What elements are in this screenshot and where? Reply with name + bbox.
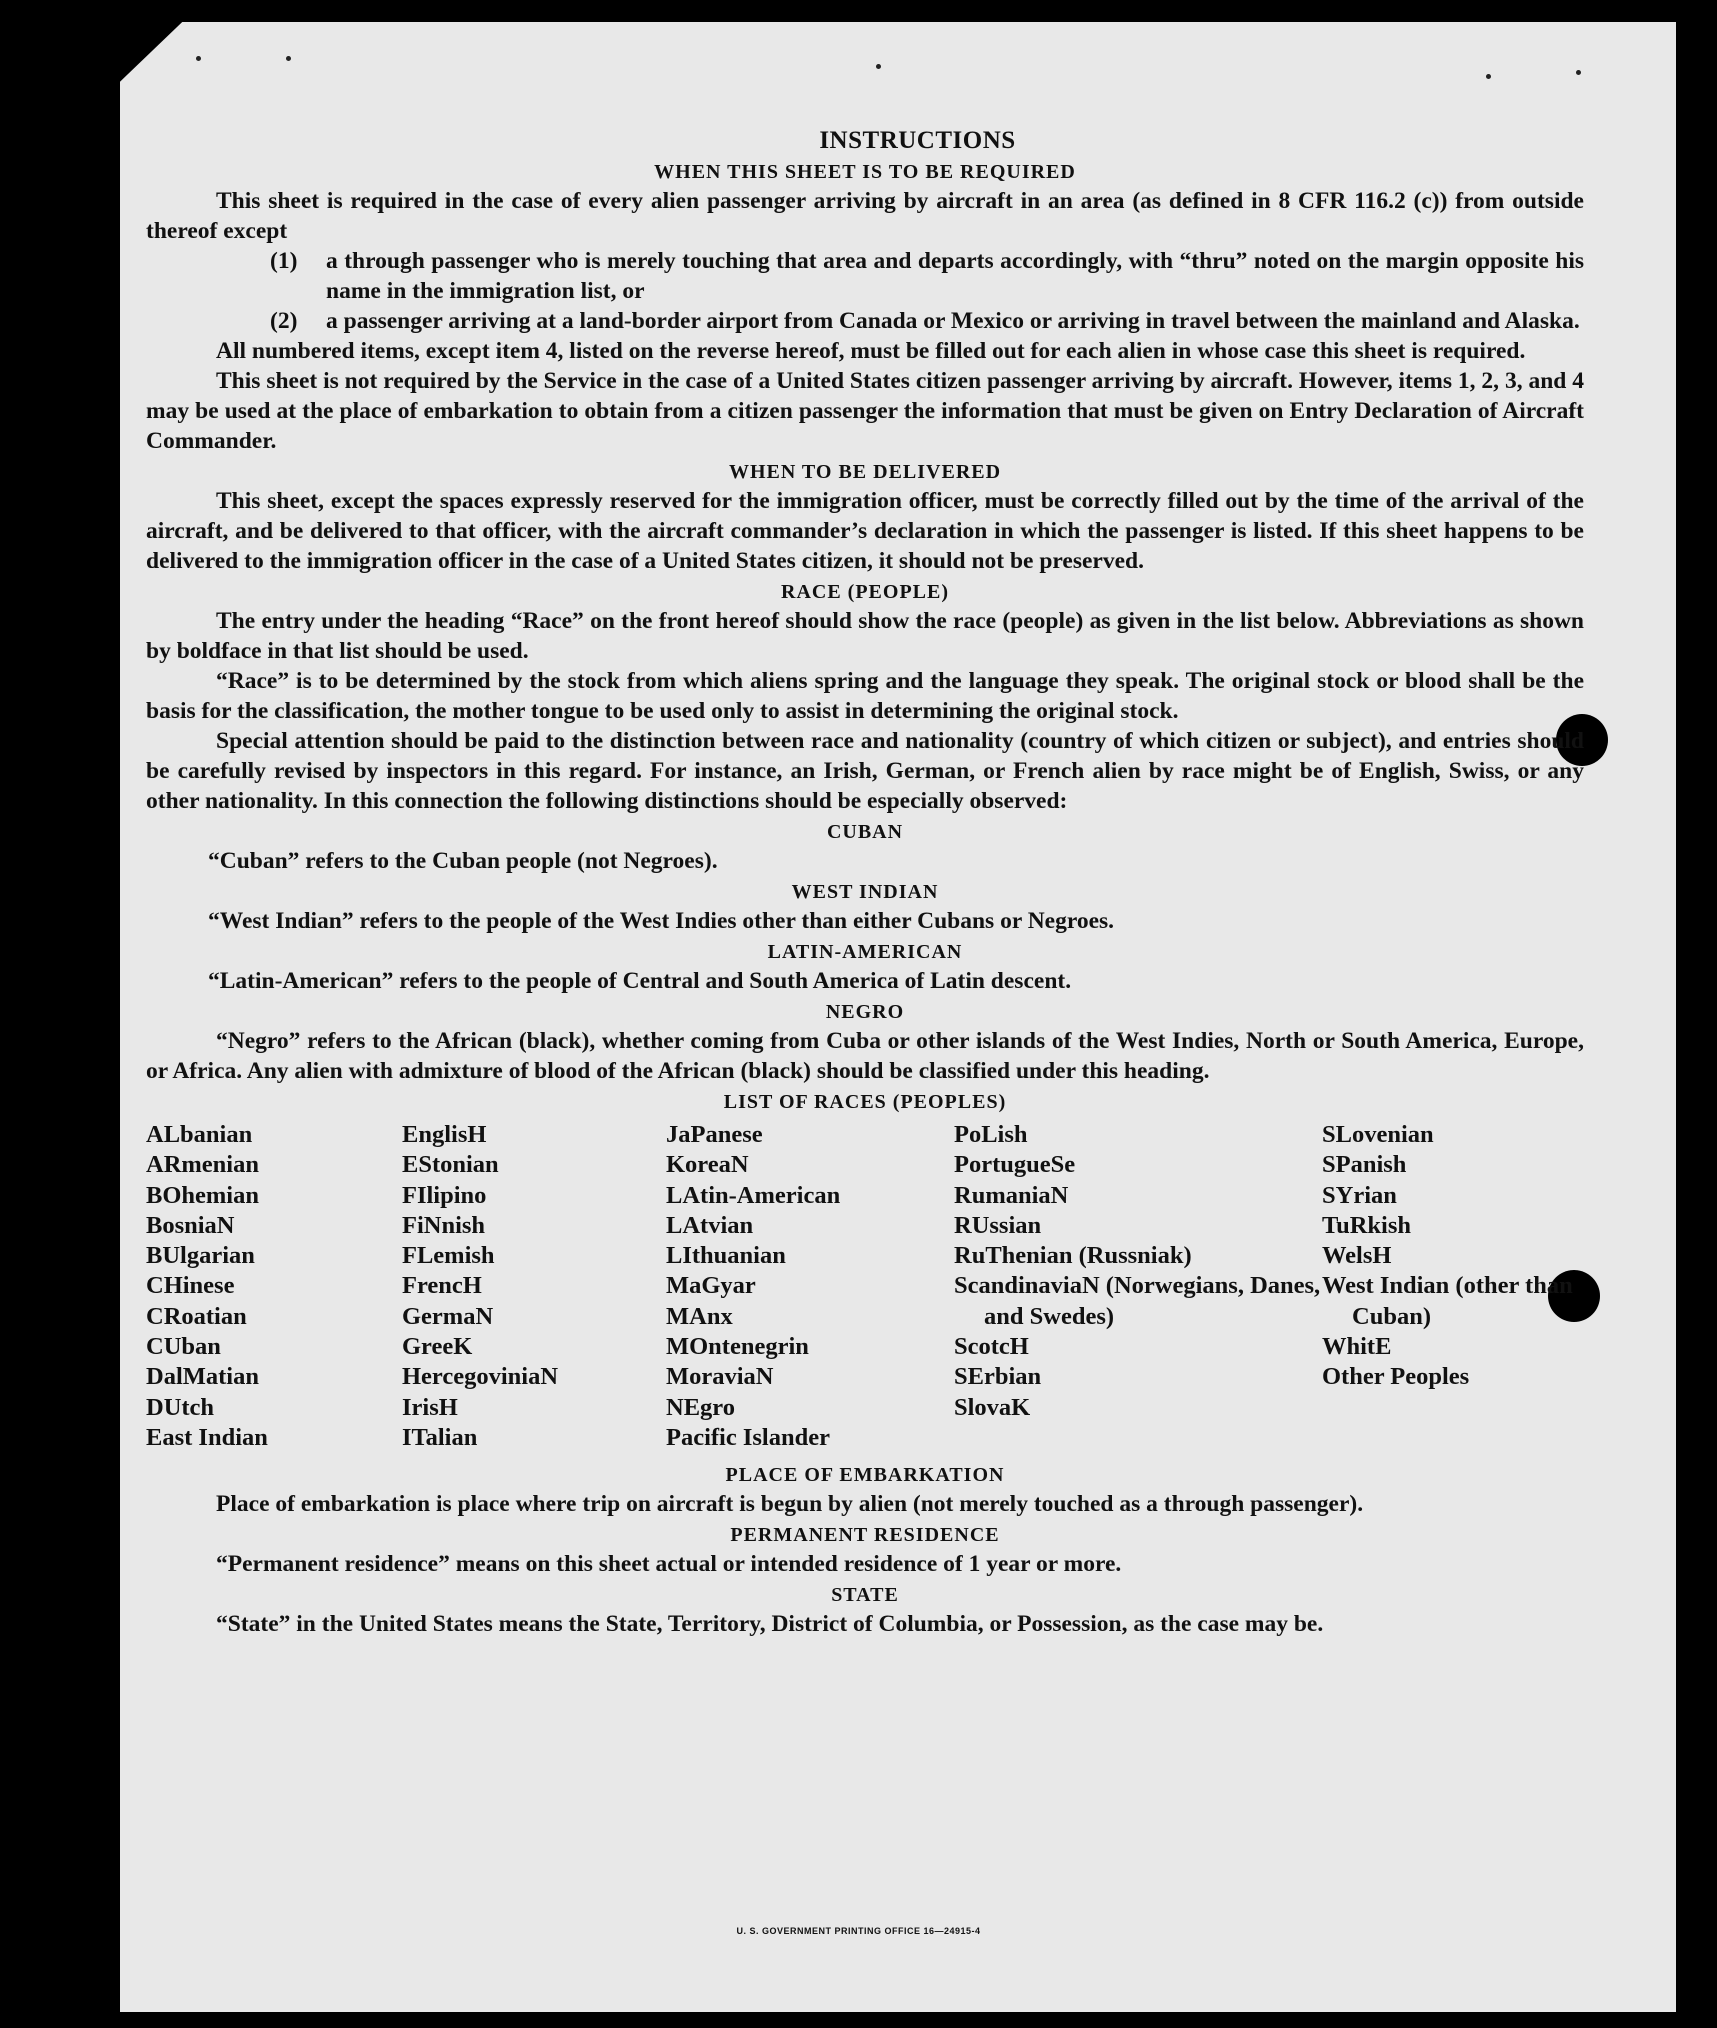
item-text: a passenger arriving at a land-border airport from Canada or Mexico or arriving in travel between the mainland and Alaska. bbox=[326, 308, 1580, 334]
race-entry: EStonian bbox=[402, 1151, 499, 1179]
required-intro: This sheet is required in the case of every alien passenger arriving by aircraft in an area (as defined in 8 CFR 116.2 (c)) from outside thereof except bbox=[146, 188, 1584, 244]
heading-embarkation: PLACE OF EMBARKATION bbox=[725, 1464, 1005, 1487]
document-body bbox=[146, 118, 1584, 1639]
race-entry: FLemish bbox=[402, 1242, 495, 1270]
embarkation-text: Place of embarkation is place where trip on aircraft is begun by alien (not merely touched as a through passenger). bbox=[216, 1491, 1364, 1518]
race-entry: WhitE bbox=[1322, 1333, 1392, 1361]
race-entry: ScandinaviaN (Norwegians, Danes, and Swedes) bbox=[954, 1272, 1321, 1330]
heading-race: RACE (PEOPLE) bbox=[781, 581, 949, 603]
race-entry: DUtch bbox=[146, 1393, 215, 1421]
race-entry: Pacific Islander bbox=[666, 1423, 830, 1451]
latin-american-definition: “Latin-American” refers to the people of Central and South America of Latin descent. bbox=[208, 968, 1072, 994]
race-entry: ITalian bbox=[402, 1423, 478, 1451]
heading-cuban: CUBAN bbox=[826, 821, 904, 843]
required-para: This sheet is not required by the Service in the case of a United States citizen passenger arriving by aircraft. However, items 1, 2, 3, and 4 may be used at the place of embarkation to obtain from a citizen passenger the information that must be given on Entry Declaration of Aircraft Commander. bbox=[146, 368, 1584, 454]
required-para: All numbered items, except item 4, listed on the reverse hereof, must be filled out for each alien in whose case this sheet is required. bbox=[216, 338, 1526, 364]
race-entry: SLovenian bbox=[1322, 1121, 1434, 1148]
page-title: INSTRUCTIONS bbox=[819, 127, 1016, 154]
race-entry: GreeK bbox=[402, 1333, 473, 1361]
item-number: (2) bbox=[270, 308, 298, 334]
race-para: The entry under the heading “Race” on the front hereof should show the race (people) as given in the list below. Abbreviations as shown by boldface in that list should be used. bbox=[146, 608, 1584, 664]
speck bbox=[1486, 74, 1491, 79]
delivered-text: This sheet, except the spaces expressly reserved for the immigration officer, must be correctly filled out by the time of the arrival of the aircraft, and be delivered to that officer, with the aircraft commander’s declaration in which the passenger is listed. If this sheet happens to be delivered to the immigration officer in the case of a United States citizen, it should not be preserved. bbox=[146, 488, 1584, 574]
race-entry: GermaN bbox=[402, 1302, 494, 1330]
exception-item bbox=[146, 306, 1584, 336]
race-para: “Race” is to be determined by the stock from which aliens spring and the language they speak. The original stock or blood shall be the basis for the classification, the mother tongue to be used only to assist in determining the original stock. bbox=[146, 668, 1584, 724]
race-entry: SYrian bbox=[1322, 1181, 1397, 1209]
race-entry: MoraviaN bbox=[666, 1363, 774, 1391]
item-number: (1) bbox=[270, 248, 298, 274]
race-entry: JaPanese bbox=[666, 1121, 763, 1148]
race-entry: NEgro bbox=[666, 1393, 735, 1421]
race-entry: LAtin-American bbox=[666, 1181, 841, 1209]
race-entry: FiNnish bbox=[402, 1211, 486, 1239]
race-entry: CUban bbox=[146, 1333, 221, 1361]
heading-residence: PERMANENT RESIDENCE bbox=[730, 1524, 1000, 1547]
race-entry: SlovaK bbox=[954, 1393, 1031, 1421]
heading-west-indian: WEST INDIAN bbox=[791, 881, 939, 903]
heading-negro: NEGRO bbox=[825, 1001, 905, 1023]
race-entry: MOntenegrin bbox=[666, 1333, 809, 1361]
race-entry: ARmenian bbox=[146, 1151, 259, 1179]
speck bbox=[286, 56, 291, 61]
race-entry: BosniaN bbox=[146, 1211, 235, 1239]
race-para: Special attention should be paid to the distinction between race and nationality (country of which citizen or subject), and entries should be carefully revised by inspectors in this regard. For instance, an Irish, German, or French alien by race might be of English, Swiss, or any other nationality. In this connection the following distinctions should be especially observed: bbox=[146, 728, 1584, 814]
exception-item bbox=[146, 246, 1584, 306]
race-entry: FrencH bbox=[402, 1272, 482, 1300]
race-entry: PoLish bbox=[954, 1121, 1028, 1148]
speck bbox=[876, 64, 881, 69]
race-entry: BUlgarian bbox=[146, 1242, 255, 1270]
race-entry: West Indian (other than Cuban) bbox=[1322, 1272, 1573, 1330]
race-column bbox=[954, 1120, 1322, 1453]
heading-when-required: WHEN THIS SHEET IS TO BE REQUIRED bbox=[654, 161, 1076, 183]
heading-state: STATE bbox=[831, 1584, 899, 1607]
race-column bbox=[1322, 1120, 1584, 1453]
race-entry: RUssian bbox=[954, 1211, 1042, 1239]
race-entry: DalMatian bbox=[146, 1363, 259, 1391]
race-entry: Other Peoples bbox=[1322, 1363, 1470, 1391]
race-list bbox=[146, 1120, 1584, 1453]
race-entry: SPanish bbox=[1322, 1151, 1407, 1179]
race-entry: TuRkish bbox=[1322, 1211, 1412, 1239]
heading-list-of-races: LIST OF RACES (PEOPLES) bbox=[723, 1091, 1007, 1113]
race-entry: LAtvian bbox=[666, 1211, 754, 1239]
race-column bbox=[666, 1120, 954, 1453]
race-entry: CHinese bbox=[146, 1272, 235, 1300]
race-entry: MAnx bbox=[666, 1302, 733, 1330]
race-entry: SErbian bbox=[954, 1363, 1042, 1391]
residence-text: “Permanent residence” means on this sheet actual or intended residence of 1 year or more. bbox=[216, 1551, 1122, 1578]
race-entry: BOhemian bbox=[146, 1181, 259, 1209]
race-entry: EnglisH bbox=[402, 1121, 487, 1148]
race-column bbox=[146, 1120, 402, 1453]
item-text: a through passenger who is merely touching that area and departs accordingly, with “thru” noted on the margin opposite his name in the immigration list, or bbox=[326, 248, 1584, 304]
printer-imprint: U. S. GOVERNMENT PRINTING OFFICE 16—24915-4 bbox=[736, 1926, 981, 1936]
race-entry: RuThenian (Russniak) bbox=[954, 1242, 1192, 1270]
race-entry: FIlipino bbox=[402, 1181, 487, 1209]
race-entry: CRoatian bbox=[146, 1302, 247, 1330]
state-text: “State” in the United States means the State, Territory, District of Columbia, or Possession, as the case may be. bbox=[216, 1611, 1324, 1638]
race-entry: KoreaN bbox=[666, 1151, 749, 1179]
cuban-definition: “Cuban” refers to the Cuban people (not Negroes). bbox=[208, 848, 718, 874]
race-entry: LIthuanian bbox=[666, 1242, 786, 1270]
speck bbox=[196, 56, 201, 61]
race-entry: ScotcH bbox=[954, 1333, 1029, 1361]
race-entry: ALbanian bbox=[146, 1121, 253, 1148]
race-entry: MaGyar bbox=[666, 1272, 756, 1300]
west-indian-definition: “West Indian” refers to the people of the West Indies other than either Cubans or Negroes. bbox=[208, 908, 1115, 934]
race-entry: IrisH bbox=[402, 1393, 458, 1421]
race-entry: HercegoviniaN bbox=[402, 1363, 559, 1391]
negro-definition: “Negro” refers to the African (black), whether coming from Cuba or other islands of the West Indies, North or South America, Europe, or Africa. Any alien with admixture of blood of the African (black) should be classified under this heading. bbox=[146, 1028, 1584, 1084]
heading-latin-american: LATIN-AMERICAN bbox=[767, 941, 963, 963]
race-entry: WelsH bbox=[1322, 1242, 1392, 1270]
heading-when-delivered: WHEN TO BE DELIVERED bbox=[728, 461, 1002, 483]
race-entry: East Indian bbox=[146, 1423, 268, 1451]
speck bbox=[1576, 70, 1581, 75]
race-entry: PortugueSe bbox=[954, 1151, 1076, 1179]
race-entry: RumaniaN bbox=[954, 1181, 1069, 1209]
race-column bbox=[402, 1120, 666, 1453]
